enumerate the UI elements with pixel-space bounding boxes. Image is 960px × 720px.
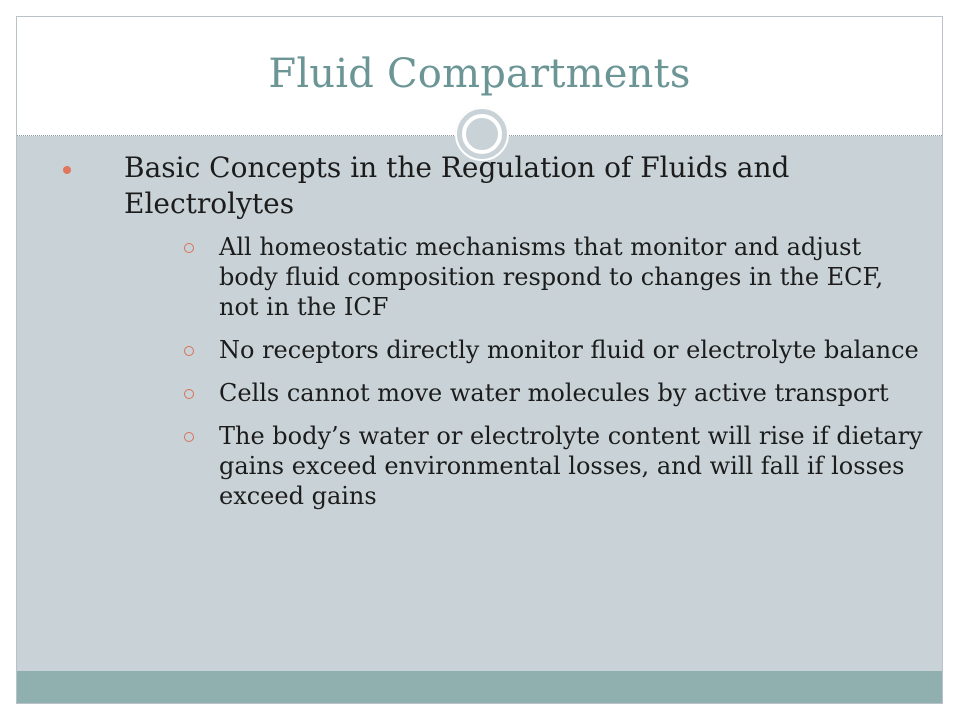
hollow-circle-bullet-icon <box>184 243 194 253</box>
hollow-circle-bullet-icon <box>184 389 194 399</box>
sub-bullet <box>124 335 923 365</box>
bullet-dot-icon <box>63 166 71 174</box>
sub-bullet-text: Cells cannot move water molecules by active transport <box>219 379 889 407</box>
hollow-circle-bullet-icon <box>184 432 194 442</box>
main-bullet-text: Basic Concepts in the Regulation of Fluids and Electrolytes <box>124 151 790 220</box>
sub-bullet-list <box>124 232 923 511</box>
footer-band <box>17 671 942 704</box>
hollow-circle-bullet-icon <box>184 346 194 356</box>
sub-bullet-text: No receptors directly monitor fluid or electrolyte balance <box>219 336 919 364</box>
circle-inner-ring <box>462 114 502 154</box>
sub-bullet <box>124 421 923 511</box>
main-bullet <box>63 150 923 511</box>
sub-bullet-text: The body’s water or electrolyte content will rise if dietary gains exceed environmental losses, and will fall if losses exceed gains <box>219 422 923 510</box>
sub-bullet <box>124 378 923 408</box>
slide-frame <box>16 16 943 704</box>
bullet-list <box>63 150 923 524</box>
sub-bullet <box>124 232 923 322</box>
sub-bullet-text: All homeostatic mechanisms that monitor and adjust body fluid composition respond to changes in the ECF, not in the ICF <box>219 233 884 321</box>
slide-title: Fluid Compartments <box>268 51 691 97</box>
